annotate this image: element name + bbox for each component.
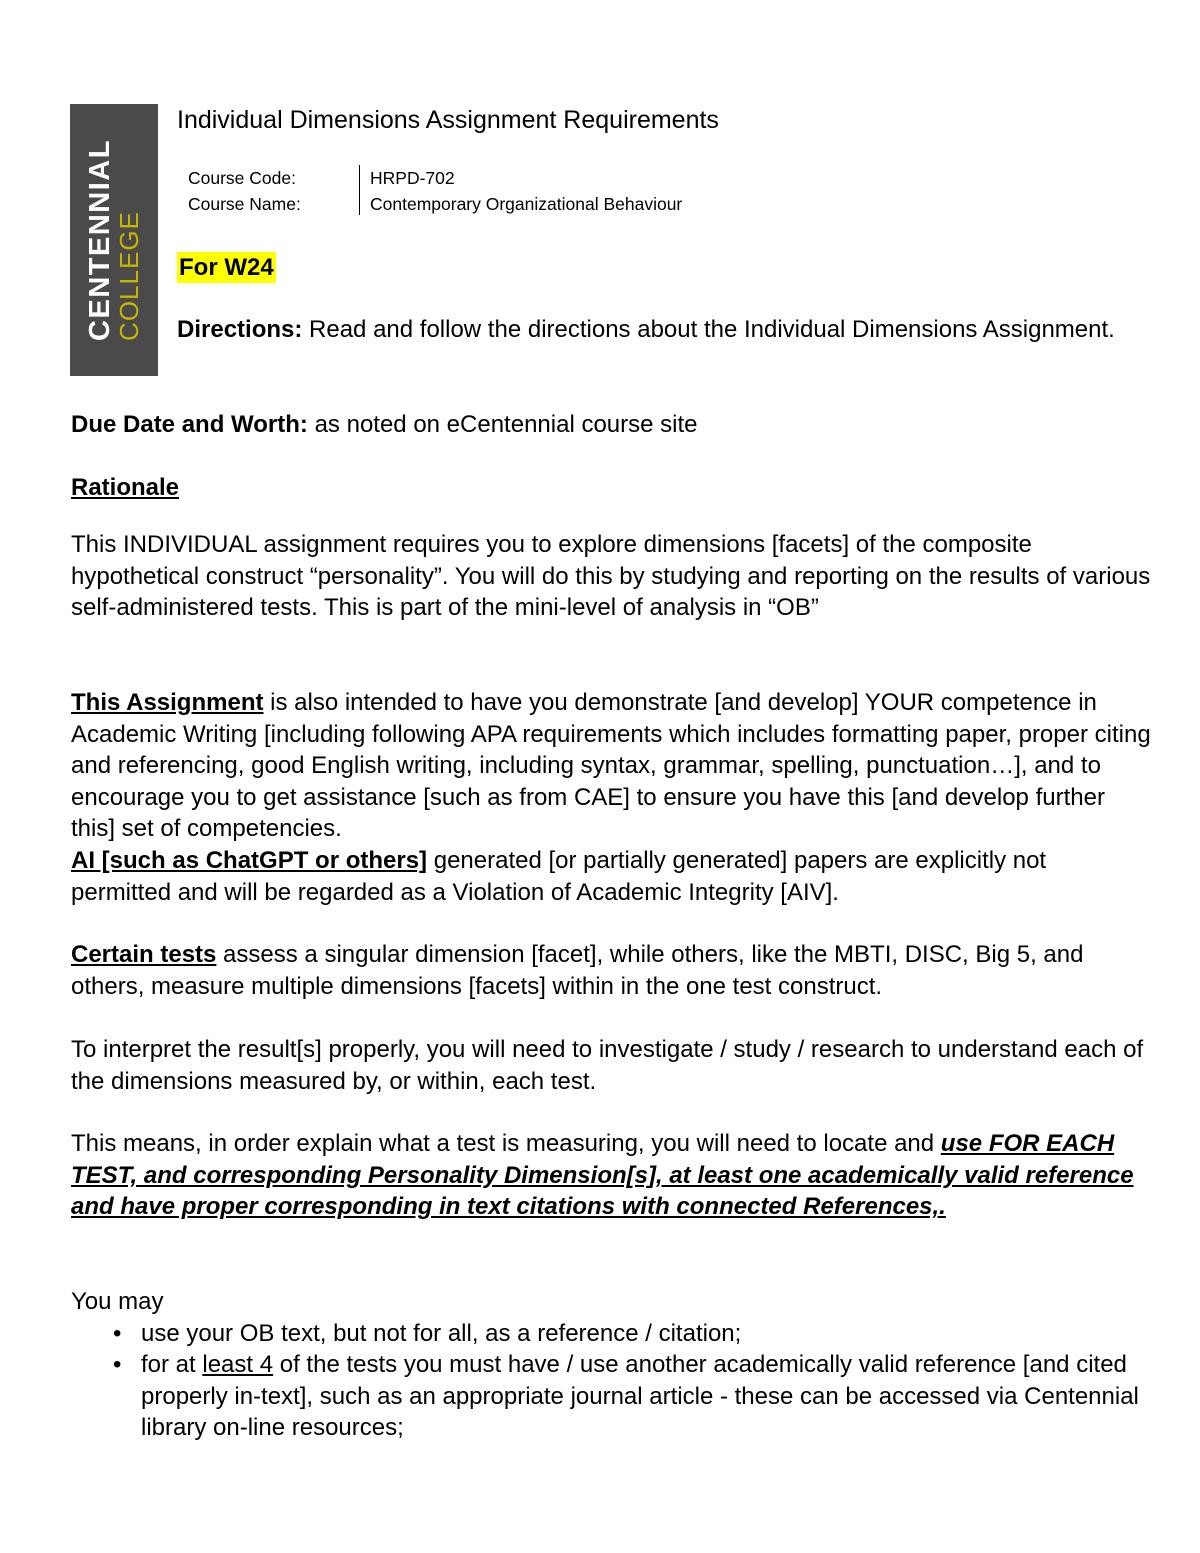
references-text: This means, in order explain what a test is measuring, you will need to locate and [71, 1130, 941, 1157]
paragraph-interpret: To interpret the result[s] properly, you will need to investigate / study / research to understand each of the dimensions measured by, or within, each test. [71, 1036, 1144, 1095]
paragraph-assignment [71, 687, 1151, 908]
logo-wordmark [86, 139, 142, 341]
course-info [188, 165, 682, 217]
directions [177, 313, 1137, 346]
due-date-label: Due Date and Worth: [71, 411, 308, 438]
course-code-label: Course Code: [188, 167, 296, 188]
page-title: Individual Dimensions Assignment Requirements [177, 106, 719, 134]
course-info-divider [359, 165, 360, 215]
college-logo [70, 104, 158, 376]
list-item [71, 1349, 1151, 1444]
references-emphasis: use FOR EACH TEST, and corresponding Personality Dimension[s], at least one academically valid reference and have proper corresponding in text citations with connected References,. [71, 1130, 1134, 1221]
bullet-2-pre: for at [141, 1351, 203, 1379]
ai-lead: AI [such as ChatGPT or others] [71, 846, 428, 874]
course-name-row [188, 191, 682, 217]
you-may-section [71, 1286, 1151, 1444]
paragraph-references [71, 1128, 1151, 1223]
course-name-value: Contemporary Organizational Behaviour [370, 193, 683, 214]
ai-text: generated [or partially generated] papers are explicitly not permitted and will be regarded as a Violation of Academic Integrity [AIV]. [71, 846, 1047, 906]
bullet-2-post: of the tests you must have / use another academically valid reference [and cited properly in-text], such as an appropriate journal article - these can be accessed via Centennial library on-line resources; [141, 1351, 1139, 1442]
bullet-2-underlined: least 4 [202, 1351, 274, 1379]
bullet-list [71, 1318, 1151, 1444]
course-code-value: HRPD-702 [370, 167, 455, 188]
you-may-label: You may [71, 1288, 164, 1315]
logo-line-centennial: CENTENNIAL [84, 139, 116, 341]
assignment-text: is also intended to have you demonstrate [and develop] YOUR competence in Academic Writing [including following APA requirements which includes formatting paper, proper citing and referencing, good English writing, including syntax, grammar, spelling, punctuation…], and to encourage you to get assistance [such as from CAE] to ensure you have this [and develop further this] set of competencies. [71, 689, 1151, 843]
due-date [71, 409, 1151, 441]
tests-lead: Certain tests [71, 941, 217, 968]
directions-label: Directions: [177, 316, 303, 343]
rationale-heading: Rationale [71, 474, 180, 501]
course-name-label: Course Name: [188, 193, 301, 214]
due-date-text: as noted on eCentennial course site [307, 411, 698, 438]
list-item [71, 1318, 1151, 1350]
paragraph-tests [71, 939, 1151, 1002]
logo-line-college: COLLEGE [114, 211, 144, 341]
course-code-row [188, 165, 682, 191]
tests-text: assess a singular dimension [facet], while others, like the MBTI, DISC, Big 5, and others, measure multiple dimensions [facets] within in the one test construct. [71, 941, 1084, 1000]
bullet-1-text: use your OB text, but not for all, as a reference / citation; [141, 1319, 742, 1347]
term-highlight: For W24 [179, 254, 274, 281]
assignment-lead: This Assignment [71, 689, 264, 716]
directions-text: Read and follow the directions about the Individual Dimensions Assignment. [302, 316, 1115, 343]
paragraph-rationale: This INDIVIDUAL assignment requires you to explore dimensions [facets] of the composite hypothetical construct “personality”. You will do this by studying and reporting on the results of various self-administered tests. This is part of the mini-level of analysis in “OB” [71, 531, 1151, 622]
